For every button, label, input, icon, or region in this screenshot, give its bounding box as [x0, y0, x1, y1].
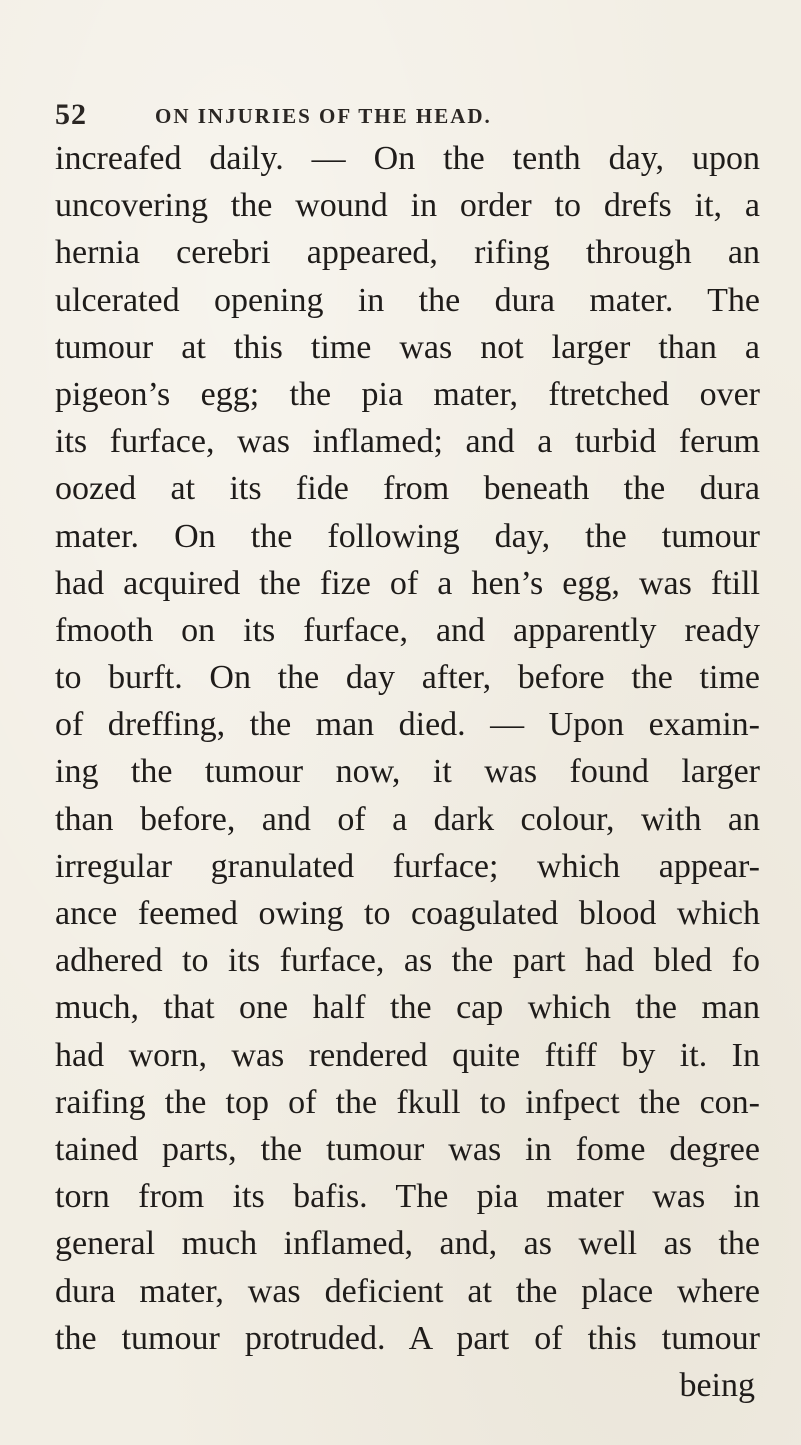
text-line: of dreffing, the man died. — Upon examin-	[55, 706, 760, 744]
text-line: adhered to its furface, as the part had bled fo	[55, 942, 760, 980]
text-line: uncovering the wound in order to drefs it, a	[55, 187, 760, 225]
body-text	[55, 135, 760, 1409]
text-line: hernia cerebri appeared, rifing through an	[55, 234, 760, 272]
text-line: ulcerated opening in the dura mater. The	[55, 281, 760, 319]
text-line: much, that one half the cap which the man	[55, 989, 760, 1027]
text-line: mater. On the following day, the tumour	[55, 517, 760, 555]
text-line: oozed at its fide from beneath the dura	[55, 470, 760, 508]
text-line: ing the tumour now, it was found larger	[55, 753, 760, 791]
text-line: its furface, was inflamed; and a turbid ferum	[55, 423, 760, 461]
text-line: had acquired the fize of a hen’s egg, was ftill	[55, 564, 760, 602]
running-title: ON INJURIES OF THE HEAD.	[155, 104, 492, 128]
text-line: irregular granulated furface; which appear-	[55, 847, 760, 885]
text-line: ance feemed owing to coagulated blood which	[55, 895, 760, 932]
text-line: tained parts, the tumour was in fome degree	[55, 1130, 760, 1168]
text-line: pigeon’s egg; the pia mater, ftretched over	[55, 375, 760, 413]
text-line: tumour at this time was not larger than a	[55, 328, 760, 366]
catchword: being	[679, 1366, 755, 1404]
text-line: the tumour protruded. A part of this tumour	[55, 1319, 760, 1357]
text-line: raifing the top of the fkull to infpect the con-	[55, 1083, 760, 1121]
text-line: fmooth on its furface, and apparently ready	[55, 611, 760, 649]
text-line: to burft. On the day after, before the time	[55, 659, 760, 697]
text-line: dura mater, was deficient at the place where	[55, 1272, 760, 1310]
text-line: had worn, was rendered quite ftiff by it. In	[55, 1036, 760, 1074]
text-line: increafed daily. — On the tenth day, upon	[55, 140, 760, 177]
text-line: general much inflamed, and, as well as the	[55, 1225, 760, 1263]
text-line: torn from its bafis. The pia mater was in	[55, 1178, 760, 1216]
text-line: than before, and of a dark colour, with an	[55, 800, 760, 838]
page-number: 52	[55, 98, 87, 131]
running-head	[55, 98, 755, 138]
